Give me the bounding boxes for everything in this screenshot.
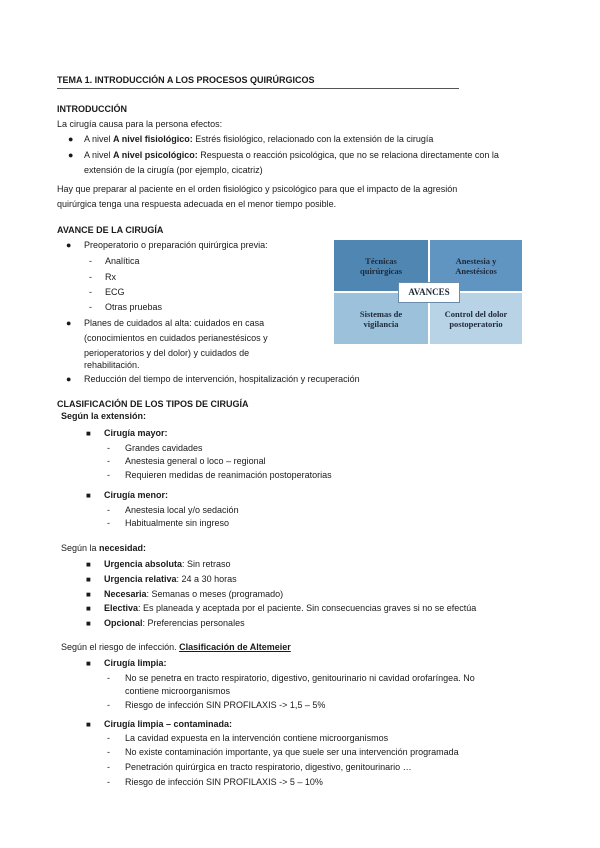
bullet-icon: ● <box>66 318 72 328</box>
nec-item-text: : Preferencias personales <box>142 618 245 628</box>
limpia-label: Cirugía limpia: <box>104 658 167 668</box>
intro-b2-label: A nivel psicológico: <box>113 150 198 160</box>
ext-label: Según la extensión: <box>61 411 147 421</box>
mayor-label: Cirugía mayor: <box>104 428 168 438</box>
intro-paragraph-line-1: Hay que preparar al paciente en el orden fisiológico y psicológico para que el impacto de la agresión <box>57 184 458 194</box>
dash-icon: - <box>107 518 110 528</box>
intro-bullet-1: A nivel A nivel fisiológico: Estrés fisiológico, relacionado con la extensión de la cirugía <box>84 134 434 144</box>
avance-heading: AVANCE DE LA CIRUGÍA <box>57 225 164 235</box>
avance-b2-line-2: (conocimientos en cuidados perianestésicos y <box>84 333 268 343</box>
bullet-icon: ● <box>68 150 74 160</box>
square-bullet-icon: ■ <box>86 560 91 569</box>
lc-item: La cavidad expuesta en la intervención contiene microorganismos <box>125 733 389 743</box>
limpia-item-line-2: contiene microorganismos <box>125 686 231 696</box>
dash-icon: - <box>107 470 110 480</box>
avance-bullet-1: Preoperatorio o preparación quirúrgica previa: <box>84 240 268 250</box>
avance-b2-line-3: perioperatorios y del dolor) y cuidados de <box>84 348 250 358</box>
diagram-label: postoperatorio <box>449 318 503 329</box>
diagram-label: Sistemas de <box>359 308 403 319</box>
diagram-label: vigilancia <box>363 318 399 329</box>
avance-b2-line-4: rehabilitación. <box>84 360 140 370</box>
nec-item <box>104 587 283 602</box>
intro-lead: La cirugía causa para la persona efectos: <box>57 119 223 129</box>
nec-item-text: : 24 a 30 horas <box>176 574 237 584</box>
bullet-icon: ● <box>68 134 74 144</box>
avance-sub-item: Otras pruebas <box>105 302 163 312</box>
square-bullet-icon: ■ <box>86 720 91 729</box>
dash-icon: - <box>107 747 110 757</box>
avance-b2-line-1: Planes de cuidados al alta: cuidados en casa <box>84 318 265 328</box>
dash-icon: - <box>107 733 110 743</box>
nec-item <box>104 601 476 616</box>
diagram-label: quirúrgicas <box>359 265 403 276</box>
nec-item-label: Necesaria <box>104 589 147 599</box>
diagram-label: Técnicas <box>365 255 397 266</box>
dash-icon: - <box>89 272 92 282</box>
menor-item: Anestesia local y/o sedación <box>125 505 239 515</box>
lc-item: Penetración quirúrgica en tracto respiratorio, digestivo, genitourinario … <box>125 762 412 772</box>
intro-paragraph-line-2: quirúrgica tenga una respuesta adecuada en el menor tiempo posible. <box>57 199 337 209</box>
nec-item-label: Urgencia relativa <box>104 574 177 584</box>
intro-b1-text: Estrés fisiológico, relacionado con la extensión de la cirugía <box>192 134 434 144</box>
lc-label: Cirugía limpia – contaminada: <box>104 719 233 729</box>
nec-item-text: : Semanas o meses (programado) <box>146 589 284 599</box>
nec-label-bold: necesidad: <box>99 543 147 553</box>
dash-icon: - <box>107 700 110 710</box>
mayor-item: Anestesia general o loco – regional <box>125 456 266 466</box>
nec-item <box>104 557 231 572</box>
menor-label: Cirugía menor: <box>104 490 169 500</box>
dash-icon: - <box>89 302 92 312</box>
dash-icon: - <box>107 673 110 683</box>
diagram-label: Control del dolor <box>444 308 508 319</box>
nec-item-label: Opcional <box>104 618 143 628</box>
diagram-label: Anestésicos <box>455 265 497 276</box>
square-bullet-icon: ■ <box>86 619 91 628</box>
avances-diagram <box>334 240 522 344</box>
altemeier-link: Clasificación de Altemeier <box>179 642 291 652</box>
inf-text: Según el riesgo de infección. <box>61 642 180 652</box>
avance-sub-item: ECG <box>105 287 125 297</box>
dash-icon: - <box>107 505 110 515</box>
nec-item <box>104 616 245 631</box>
nec-item-label: Urgencia absoluta <box>104 559 183 569</box>
limpia-item-risk: Riesgo de infección SIN PROFILAXIS -> 1,5 – 5% <box>125 700 326 710</box>
lc-item: No existe contaminación importante, ya que suele ser una intervención programada <box>125 747 459 757</box>
page-title: TEMA 1. INTRODUCCIÓN A LOS PROCESOS QUIRÚRGICOS <box>57 75 315 85</box>
dash-icon: - <box>107 777 110 787</box>
intro-b2-text-2: extensión de la cirugía (por ejemplo, cicatriz) <box>84 165 263 175</box>
limpia-item-line-1: No se penetra en tracto respiratorio, digestivo, genitourinario ni cavidad orofaríngea. No <box>125 673 475 683</box>
nec-item-text: : Es planeada y aceptada por el paciente. Sin consecuencias graves si no se efectúa <box>138 603 477 613</box>
dash-icon: - <box>107 456 110 466</box>
nec-prefix: Según la <box>61 543 100 553</box>
nec-item-text: : Sin retraso <box>182 559 231 569</box>
square-bullet-icon: ■ <box>86 590 91 599</box>
square-bullet-icon: ■ <box>86 604 91 613</box>
diagram-label: Anestesia y <box>455 255 497 266</box>
bullet-icon: ● <box>66 240 72 250</box>
square-bullet-icon: ■ <box>86 491 91 500</box>
dash-icon: - <box>107 762 110 772</box>
intro-b2-text-1: Respuesta o reacción psicológica, que no se relaciona directamente con la <box>197 150 499 160</box>
avance-sub-item: Analítica <box>105 256 140 266</box>
bullet-icon: ● <box>66 374 72 384</box>
clasif-heading: CLASIFICACIÓN DE LOS TIPOS DE CIRUGÍA <box>57 399 249 409</box>
lc-item: Riesgo de infección SIN PROFILAXIS -> 5 – 10% <box>125 777 323 787</box>
nec-label <box>61 541 146 556</box>
avance-sub-item: Rx <box>105 272 116 282</box>
dash-icon: - <box>89 256 92 266</box>
menor-item: Habitualmente sin ingreso <box>125 518 230 528</box>
intro-b1-label: A nivel fisiológico: <box>113 134 193 144</box>
mayor-item: Grandes cavidades <box>125 443 203 453</box>
nec-item <box>104 572 237 587</box>
mayor-item: Requieren medidas de reanimación postoperatorias <box>125 470 332 480</box>
square-bullet-icon: ■ <box>86 429 91 438</box>
dash-icon: - <box>89 287 92 297</box>
square-bullet-icon: ■ <box>86 659 91 668</box>
nec-item-label: Electiva <box>104 603 139 613</box>
inf-label <box>61 640 291 655</box>
dash-icon: - <box>107 443 110 453</box>
intro-bullet-2: A nivel A nivel psicológico: Respuesta o reacción psicológica, que no se relaciona directamente con la <box>84 150 499 160</box>
diagram-center-avances: AVANCES <box>398 282 460 303</box>
intro-heading: INTRODUCCIÓN <box>57 104 127 114</box>
title-underline <box>57 88 459 89</box>
avance-bullet-3: Reducción del tiempo de intervención, hospitalización y recuperación <box>84 374 360 384</box>
square-bullet-icon: ■ <box>86 575 91 584</box>
